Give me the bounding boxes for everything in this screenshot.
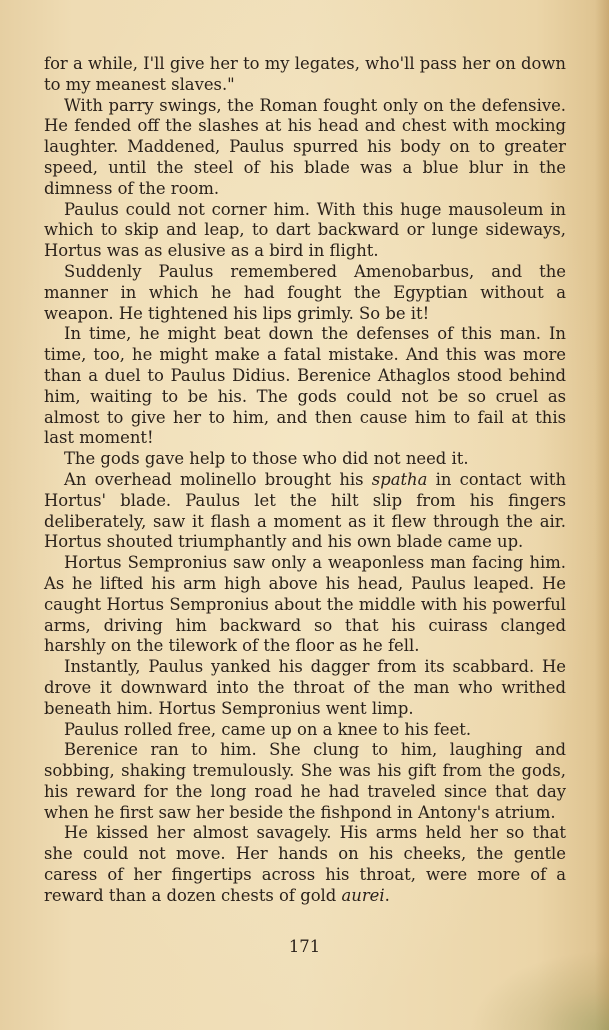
paragraph: Paulus rolled free, came up on a knee to his feet. <box>64 719 472 739</box>
paragraph: Berenice ran to him. She clung to him, laughing and sobbing, shaking tremulously. She was his gift from the gods, his reward for the long road he had traveled since that day when he first saw her beside the fishpond in Antony's atrium. <box>44 740 566 822</box>
paragraph: In time, he might beat down the defenses of this man. In time, too, he might make a fatal mistake. And this was more than a duel to Paulus Didius. Berenice Athaglos stood behind him, waiting to be his. The gods could not be so cruel as almost to give her to him, and then cause him to fail at this last moment! <box>44 324 566 448</box>
page-number: 171 <box>288 937 321 956</box>
body-text <box>44 54 566 907</box>
paragraph: The gods gave help to those who did not need it. <box>64 449 469 469</box>
paragraph: Hortus Sempronius saw only a weaponless man facing him. As he lifted his arm high above his head, Paulus leaped. He caught Hortus Sempronius about the middle with his powerful arms, driving him backward so that his cuirass clanged harshly on the tilework of the floor as he fell. <box>44 553 566 656</box>
paragraph: With parry swings, the Roman fought only on the defensive. He fended off the slashes at his head and chest with mocking laughter. Maddened, Paulus spurred his body on to greater speed, until the steel of his blade was a blue blur in the dimness of the room. <box>44 95 566 198</box>
italic-word: spatha <box>371 469 428 489</box>
paragraph: Instantly, Paulus yanked his dagger from its scabbard. He drove it downward into the throat of the man who writhed beneath him. Hortus Sempronius went limp. <box>44 657 566 718</box>
corner-stain <box>469 950 609 1030</box>
paragraph <box>44 823 566 906</box>
text-run: . <box>384 885 390 905</box>
page-edge-shadow <box>595 0 609 1030</box>
text-run: An overhead molinello brought his <box>64 469 372 489</box>
paragraph <box>44 470 566 553</box>
text-run: in contact with Hortus' blade. Paulus let the hilt slip from his fingers deliberately, saw it flash a moment as it flew through the air. Hortus shouted triumphantly and his own blade came up. <box>44 469 566 552</box>
paragraph: for a while, I'll give her to my legates, who'll pass her on down to my meanest slaves." <box>44 54 566 94</box>
italic-word: aurei <box>341 885 385 905</box>
paragraph: Suddenly Paulus remembered Amenobarbus, and the manner in which he had fought the Egyptian without a weapon. He tightened his lips grimly. So be it! <box>44 261 566 323</box>
text-run: He kissed her almost savagely. His arms held her so that she could not move. Her hands on his cheeks, the gentle caress of her fingertips across his throat, were more of a reward than a dozen chests of gold <box>44 823 566 905</box>
paragraph: Paulus could not corner him. With this huge mausoleum in which to skip and leap, to dart backward or lunge sideways, Hortus was as elusive as a bird in flight. <box>44 199 566 261</box>
